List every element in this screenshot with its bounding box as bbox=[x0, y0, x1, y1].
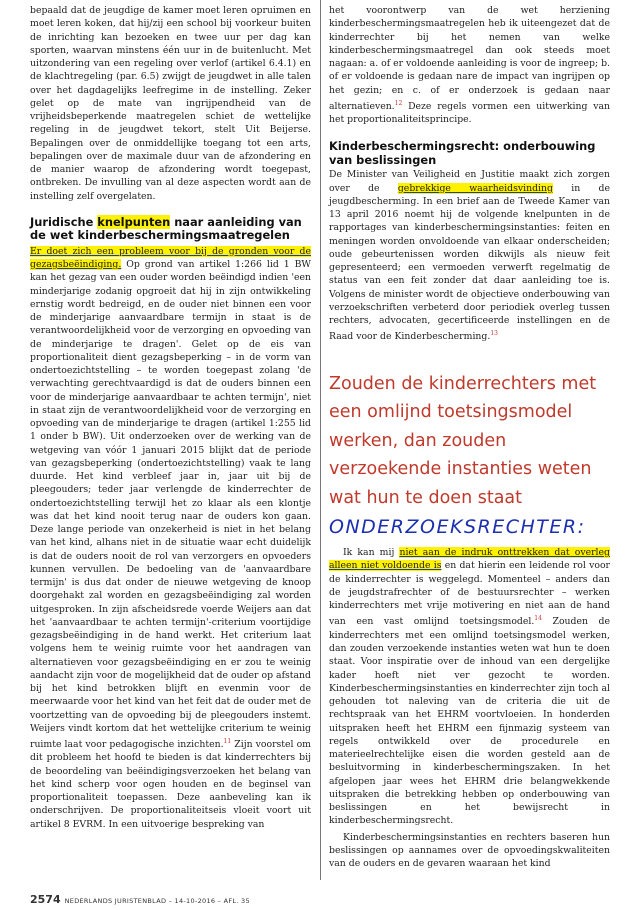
pull-quote: Zouden de kinderrechters met een omlijnd toetsingsmodel werken, dan zouden verzoekende instanties weten wat hun te doen staat bbox=[329, 373, 597, 508]
paragraph-text: en dat hierin een leidende rol voor de kinderrechter is weggelegd. Momenteel – anders dan de jeugdstrafrechter of de bestuursrechter – werken kinderrechters met vrije motivering en niet aan de hand van een vast omlijnd toetsingsmodel. bbox=[329, 560, 610, 628]
paragraph-text: Deze regels vormen een uitwerking van het proportionaliteitsprincipe. bbox=[329, 100, 610, 126]
highlight-gebrekkige-waarheidsvinding: gebrekkige waarheidsvinding bbox=[397, 182, 553, 194]
paragraph-text: Op grond van artikel 1:266 lid 1 BW kan het gezag van een ouder worden beëindigd indien 'een minderjarige zodanig opgroeit dat hij in zijn ontwikkeling ernstig wordt bedreigd, en de ouder niet binnen een voor de minderjarige aanvaardbare termijn in staat is de verantwoordelijkheid voor de verzorging en opvoeding van de minderjarige te dragen'. Gelet op de eis van proportionaliteit dient gezagsbeperking – in de vorm van ondertoezichtstelling – te worden toegepast zolang 'de verwachting gerechtvaardigd is dat de ouders binnen een voor de minderjarige aanvaardbaar te achten termijn', niet in staat zijn de verantwoordelijkheid voor de verzorging en opvoeding van de minderjarige te dragen (artikel 1:255 lid 1 onder b BW). Uit onderzoeken over de werking van de wetgeving van vóór 1 januari 2015 blijkt dat de periode van gezagsbeperking (ondertoezichtstelling) vaak te lang duurde. Het kind verbleef jaar in, jaar uit bij de pleegouders; teder jaar verlengde de kinderrechter de ondertoezichtstelling terwijl het zo klaar als een klontje was dat het kind nooit terug naar de ouders kon gaan. Deze lange periode van onzekerheid is niet in het belang van het kind, alhans niet in de situatie waar echt duidelijk is dat de ouders nooit de rol van verzorgers en opvoeders kunnen vervullen. De bedoeling van de 'aanvaardbare termijn' is dus dat onder de nieuwe wetgeving de knoop doorgehakt zal worden en gezagsbeëindiging zal worden uitgesproken. In zijn afscheidsrede voerde Weijers aan dat het 'aanvaardbaar te achten termijn'-criterium voortijdige gezagsbeëindiging in de hand werkt. Het criterium laat volgens hem te weinig ruimte voor het aandragen van alternatieven voor gezagsbeëindiging en er zou te weinig aandacht zijn voor de mogelijkheid dat de ouder op afstand bij het kind betrokken blijft en evenmin voor de meerwaarde voor het kind van het feit dat de ouder met de voortzetting van de opvoeding bij de pleegouders instemt. Weijers vindt kortom dat het wettelijke criterium te weinig ruimte laat voor pedagogische inzichten. bbox=[30, 259, 311, 751]
footnote-ref[interactable]: 11 bbox=[223, 738, 232, 745]
heading-text: naar aanleiding van de wet kinderbeschermingsmaatregelen bbox=[30, 214, 302, 243]
paragraph-leefregime: bepaald dat de jeugdige de kamer moet leren opruimen en moet leren koken, dat hij/zij een school bij voorkeur buiten de inrichting kan bezoeken en twee uur per dag kan sporten, waarvan minstens één uur in de buitenlucht. Met uitzondering van een regeling over verlof (artikel 6.4.1) en de klachtregeling (par. 6.5) zwijgt de jeugdwet in alle talen over het dagdagelijks leefregime in de instelling. Zeker gelet op de mate van ingrijpendheid van de vrijheidsbeperkende maatregelen schiet de wettelijke regeling in de jeugdwet tekort, stelt Uit Beijerse. Bepalingen over de onmiddellijke toegang tot een arts, bepalingen over de maximale duur van de afzondering en de manier waarop de afzondering wordt toegepast, ontbreken. De invulling van al deze aspecten wordt aan de instelling zelf overgelaten. bbox=[30, 5, 311, 202]
publication-source: NEDERLANDS JURISTENBLAD – 14-10-2016 – AFL. 35 bbox=[64, 897, 250, 905]
footnote-ref[interactable]: 12 bbox=[394, 99, 403, 107]
heading-text: Juridische bbox=[30, 214, 98, 229]
paragraph-text: De Minister van Veiligheid en Justitie maakt zich zorgen over de bbox=[329, 169, 610, 194]
paragraph-toetsingsmodel bbox=[329, 546, 610, 827]
paragraph-gezagsbeeindiging bbox=[30, 245, 311, 831]
paragraph-text: in de jeugdbescherming. In een brief aan de Tweede Kamer van 13 april 2016 noemt hij de volgende knelpunten in de rapportages van kinderbeschermingsinstanties: feiten en meningen worden onvoldoende van elkaar onderscheiden; oude gebeurtenissen worden dikwijls als nieuw feit gepresenteerd; een vermoeden verwerft regelmatig de status van een feit zonder dat daar aanleiding toe is. Volgens de minister wordt de objectieve onderbouwing van verzoekschriften verbeterd door periodiek overleg tussen rechters, advocaten, gecertificeerde instellingen en de Raad voor de Kinderbescherming. bbox=[329, 182, 610, 343]
column-divider bbox=[320, 0, 321, 880]
highlight-overleg-niet-voldoende: niet aan de indruk onttrekken dat overleg alleen niet voldoende is bbox=[329, 547, 610, 572]
right-column bbox=[329, 4, 610, 870]
paragraph-text: Zijn voorstel om dit probleem het hoofd te bieden is dat kinderrechters bij de beoordeling van beëindigingsverzoeken het belang van het kind scherp voor ogen houden en de beginsel van proportionaliteit toepassen. Deze aanbeveling kan ik onderschrijven. De proportionaliteitseis vloeit voort uit artikel 8 EVRM. In een uitvoerige bespreking van bbox=[30, 739, 311, 830]
section-heading-juridische-knelpunten bbox=[30, 216, 311, 243]
paragraph-text: het voorontwerp van de wet herziening kinderbeschermingsmaatregelen heb ik uiteengezet dat de kinderrechter bij het nemen van welke kinderbeschermingsmaatregel dan ook steeds moet nagaan: a. of er voldoende aanleiding is voor de ingreep; b. of er voldoende is gedaan nare de impact van ingrijpen op het gezin; en c. of er onderzoek is gedaan naar alternatieven. bbox=[329, 5, 610, 112]
paragraph-aannames: Kinderbeschermingsinstanties en rechters baseren hun beslissingen op aannames over de opvoedingskwaliteiten van de ouders en de gevaren waaraan het kind bbox=[329, 831, 610, 870]
page-footer bbox=[30, 888, 250, 907]
left-column bbox=[30, 4, 311, 831]
paragraph-text: Ik kan mij bbox=[343, 547, 400, 559]
paragraph-waarheidsvinding bbox=[329, 168, 610, 343]
page-number: 2574 bbox=[30, 893, 61, 906]
paragraph-proportionaliteit bbox=[329, 4, 610, 126]
highlight-probleem-gronden: Er doet zich een probleem voor bij de gronden voor de gezagsbeëindiging. bbox=[30, 245, 311, 270]
section-heading-onderbouwing: Kinderbeschermingsrecht: onderbouwing van beslissingen bbox=[329, 139, 596, 167]
handwritten-annotation: ONDERZOEKSRECHTER: bbox=[329, 516, 586, 539]
highlight-knelpunten: knelpunten bbox=[97, 214, 171, 229]
footnote-ref[interactable]: 14 bbox=[534, 615, 542, 623]
footnote-ref[interactable]: 13 bbox=[490, 330, 498, 338]
paragraph-text: Zouden de kinderrechters met een omlijnd toetsingsmodel werken, dan zouden verzoekende instanties weten wat hun te doen staat. Voor inspiratie over de inhoud van een dergelijke kader hoeft niet ver gezocht te worden. Kinderbeschermingsinstanties en kinderrechter zijn toch al gehouden tot naleving van de criteria die uit de rechtspraak van het EHRM voortvloeien. In honderden uitspraken heeft het EHRM een fijnmazig systeem van regels ontwikkeld over de procedurele en materieelrechtelijke eisen die worden gesteld aan de besluitvorming in kinderbeschermingszaken. In het afgelopen jaar wees het EHRM drie belangwekkende uitspraken die betrekking hebben op onderbouwing van beslissingen en het bewijsrecht in kinderbeschermingsrecht. bbox=[329, 616, 611, 827]
